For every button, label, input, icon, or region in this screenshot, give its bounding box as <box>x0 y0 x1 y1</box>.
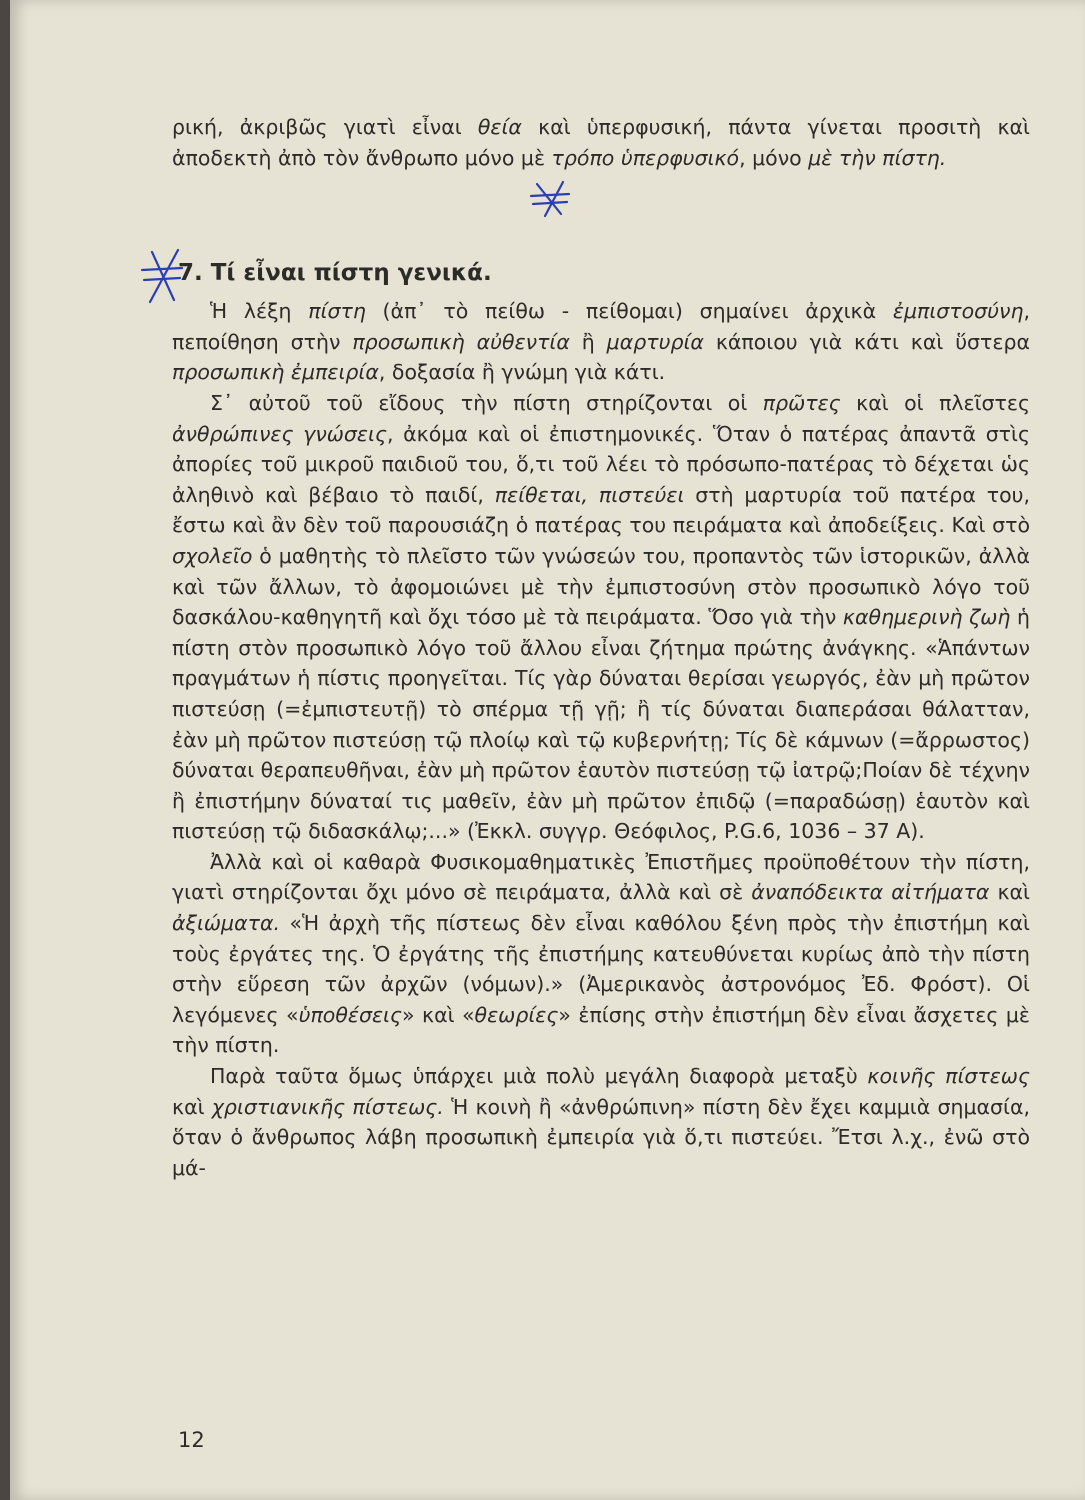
page-number: 12 <box>178 1428 205 1452</box>
paragraph-2: Σ᾽ αὐτοῦ τοῦ εἴδους τὴν πίστη στηρίζονται οἱ πρῶτες καὶ οἱ πλεῖστες ἀνθρώπινες γνώσεις, ἀκόμα καὶ οἱ ἐπιστημονικές. Ὅταν ὁ πατέρας ἀπαντᾶ στὶς ἀπορίες τοῦ μικροῦ παιδιοῦ του, ὅ,τι τοῦ λέει τὸ πρόσωπο-πατέρας τὸ δέχεται ὡς ἀληθινὸ καὶ βέβαιο τὸ παιδί, πείθεται, πιστεύει στὴ μαρτυρία τοῦ πατέρα του, ἔστω καὶ ἂν δὲν τοῦ παρουσιάζη ὁ πατέρας του πειράματα καὶ ἀποδείξεις. Καὶ στὸ σχολεῖο ὁ μαθητὴς τὸ πλεῖστο τῶν γνώσεών του, προπαντὸς τῶν ἱστορικῶν, ἀλλὰ καὶ τῶν ἄλλων, τὸ ἀφομοιώνει μὲ τὴν ἐμπιστοσύνη στὸν προσωπικὸ λόγο τοῦ δασκάλου-καθηγητῆ καὶ ὄχι τόσο μὲ τὰ πειράματα. Ὅσο γιὰ τὴν καθημερινὴ ζωὴ ἡ πίστη στὸν προσωπικὸ λόγο τοῦ ἄλλου εἶναι ζήτημα πρώτης ἀνάγκης. «Ἁπάντων πραγμάτων ἡ πίστις προηγεῖται. Τίς γὰρ δύναται θερίσαι γεωργός, ἐὰν μὴ πρῶτον πιστεύσῃ (=ἐμπιστευτῇ) τὸ σπέρμα τῇ γῇ; ἢ τίς δύναται διαπεράσαι θάλατταν, ἐὰν μὴ πρῶτον πιστεύσῃ τῷ πλοίῳ καὶ τῷ κυβερνήτῃ; Τίς δὲ κάμνων (=ἄρρωστος) δύναται θεραπευθῆναι, ἐὰν μὴ πρῶτον ἑαυτὸν πιστεύσῃ τῷ ἰατρῷ;Ποίαν δὲ τέχνην ἢ ἐπιστήμην δύναταί τις μαθεῖν, ἐὰν μὴ πρῶτον ἐπιδῷ (=παραδώσῃ) ἑαυτὸν καὶ πιστεύσῃ τῷ διδασκάλῳ;...» (Ἐκκλ. συγγρ. Θεόφιλος, P.G.6, 1036 – 37 A). <box>172 390 1031 844</box>
paragraph-4: Παρὰ ταῦτα ὅμως ὑπάρχει μιὰ πολὺ μεγάλη διαφορὰ μεταξὺ κοινῆς πίστεως καὶ χριστιανικῆς πίστεως. Ἡ κοινὴ ἢ «ἀνθρώπινη» πίστη δὲν ἔχει καμμιὰ σημασία, ὅταν ὁ ἄνθρωπος λάβη προσωπικὴ ἐμπειρία γιὰ ὅ,τι πιστεύει. Ἔτσι λ.χ., ἐνῶ στὸ μά- <box>172 1064 1030 1180</box>
paragraph-3: Ἀλλὰ καὶ οἱ καθαρὰ Φυσικομαθηματικὲς Ἐπιστῆμες προϋποθέτουν τὴν πίστη, γιατὶ στηρίζονται ὄχι μόνο σὲ πειράματα, ἀλλὰ καὶ σὲ ἀναπόδεικτα αἰτήματα καὶ ἀξιώματα. «Ἡ ἀρχὴ τῆς πίστεως δὲν εἶναι καθόλου ξένη πρὸς τὴν ἐπιστήμη καὶ τοὺς ἐργάτες της. Ὁ ἐργάτης τῆς ἐπιστήμης κατευθύνεται κυρίως ἀπὸ τὴν πίστη στὴν εὕρεση τῶν ἀρχῶν (νόμων).» (Ἀμερικανὸς ἀστρονόμος Ἐδ. Φρόστ). Οἱ λεγόμενες «ὑποθέσεις» καὶ «θεωρίες» ἐπίσης στὴν ἐπιστήμη δὲν εἶναι ἄσχετες μὲ τὴν πίστη. <box>172 849 1030 1058</box>
intro-paragraph: ρική, ἀκριβῶς γιατὶ εἶναι θεία καὶ ὑπερφυσική, πάντα γίνεται προσιτὴ καὶ ἀποδεκτὴ ἀπὸ τὸν ἄνθρωπο μόνο μὲ τρόπο ὑπερφυσικό, μόνο μὲ τὴν πίστη. <box>172 115 1030 170</box>
book-page <box>10 0 1085 1500</box>
paragraph-1: Ἡ λέξη πίστη (ἀπ᾽ τὸ πείθω - πείθομαι) σημαίνει ἀρχικὰ ἐμπιστοσύνη, πεποίθηση στὴν προσωπικὴ αὐθεντία ἢ μαρτυρία κάποιου γιὰ κάτι καὶ ὕστερα προσωπικὴ ἐμπειρία, δοξασία ἢ γνώμη γιὰ κάτι. <box>172 299 1030 385</box>
pen-asterisk-mark-icon <box>525 176 575 220</box>
section-heading: 7. Τί εἶναι πίστη γενικά. <box>178 260 492 286</box>
pen-asterisk-mark-icon <box>138 246 186 306</box>
